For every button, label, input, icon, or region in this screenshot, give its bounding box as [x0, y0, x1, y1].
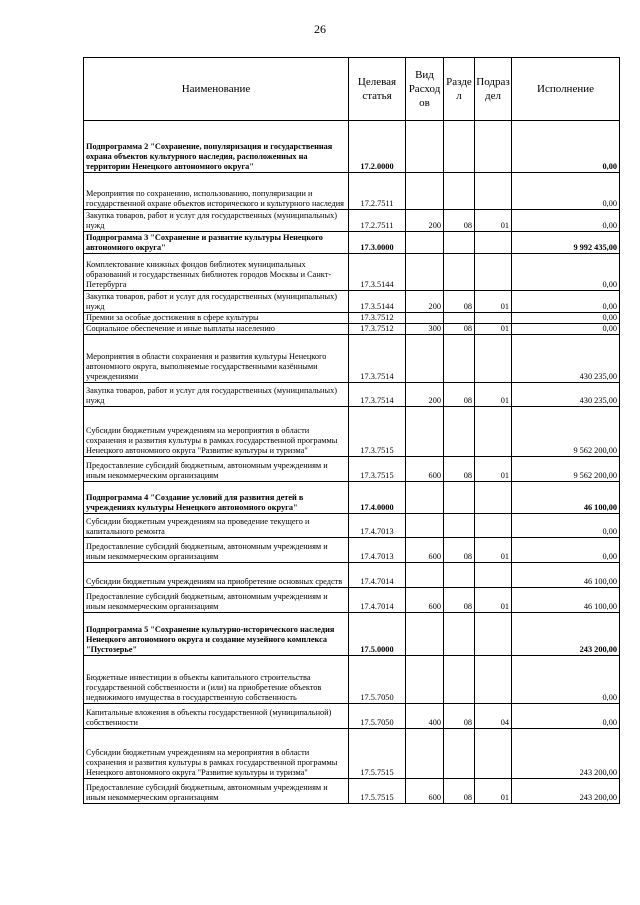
table-row: [84, 656, 620, 704]
row-subsection-cell: 01: [475, 210, 512, 232]
row-target-item-cell: 17.5.0000: [349, 613, 406, 656]
row-subsection-cell: [475, 254, 512, 291]
row-subsection-cell: [475, 563, 512, 588]
row-name-cell: Предоставление субсидий бюджетным, автономным учреждениям и иным некоммерческим организациям: [84, 779, 349, 804]
row-subsection-cell: [475, 313, 512, 324]
row-expense-type-cell: 200: [406, 383, 444, 407]
row-target-item-cell: 17.3.0000: [349, 232, 406, 254]
row-subsection-cell: [475, 729, 512, 779]
row-name-cell: Предоставление субсидий бюджетным, автономным учреждениям и иным некоммерческим организациям: [84, 538, 349, 563]
table-row: [84, 324, 620, 335]
table-row: [84, 779, 620, 804]
row-amount-cell: 243 200,00: [512, 779, 620, 804]
page-number: 26: [314, 22, 326, 36]
row-amount-cell: 46 100,00: [512, 563, 620, 588]
row-target-item-cell: 17.4.7014: [349, 563, 406, 588]
row-expense-type-cell: 600: [406, 779, 444, 804]
row-target-item-cell: 17.5.7050: [349, 704, 406, 729]
row-amount-cell: 0,00: [512, 538, 620, 563]
row-expense-type-cell: 400: [406, 704, 444, 729]
row-subsection-cell: [475, 335, 512, 383]
row-subsection-cell: [475, 482, 512, 514]
header-execution: Исполнение: [512, 58, 620, 121]
row-amount-cell: 0,00: [512, 514, 620, 538]
row-section-cell: 08: [444, 457, 475, 482]
header-expense-type: Вид Расход ов: [406, 58, 444, 121]
row-section-cell: 08: [444, 538, 475, 563]
row-amount-cell: 46 100,00: [512, 482, 620, 514]
row-expense-type-cell: [406, 563, 444, 588]
row-target-item-cell: 17.4.0000: [349, 482, 406, 514]
row-section-cell: [444, 254, 475, 291]
row-section-cell: 08: [444, 779, 475, 804]
row-amount-cell: 430 235,00: [512, 335, 620, 383]
row-target-item-cell: 17.3.7512: [349, 313, 406, 324]
row-subsection-cell: 01: [475, 383, 512, 407]
row-subsection-cell: 01: [475, 457, 512, 482]
row-expense-type-cell: [406, 656, 444, 704]
table-row: [84, 335, 620, 383]
row-target-item-cell: 17.3.7515: [349, 407, 406, 457]
row-name-cell: Комплектование книжных фондов библиотек муниципальных образований и государственных библиотек городов Москвы и Санкт-Петербурга: [84, 254, 349, 291]
row-amount-cell: 9 562 200,00: [512, 457, 620, 482]
subprogram-row: [84, 121, 620, 173]
row-expense-type-cell: 600: [406, 588, 444, 613]
table-row: [84, 291, 620, 313]
row-expense-type-cell: [406, 407, 444, 457]
table-row: [84, 704, 620, 729]
row-section-cell: [444, 482, 475, 514]
budget-table: [83, 57, 620, 804]
row-target-item-cell: 17.4.7014: [349, 588, 406, 613]
row-expense-type-cell: 600: [406, 457, 444, 482]
row-expense-type-cell: [406, 335, 444, 383]
row-subsection-cell: [475, 514, 512, 538]
header-target-item: Целевая статья: [349, 58, 406, 121]
row-expense-type-cell: [406, 613, 444, 656]
row-section-cell: [444, 514, 475, 538]
row-target-item-cell: 17.3.7514: [349, 383, 406, 407]
row-target-item-cell: 17.4.7013: [349, 538, 406, 563]
row-amount-cell: 9 992 435,00: [512, 232, 620, 254]
row-amount-cell: 9 562 200,00: [512, 407, 620, 457]
row-name-cell: Предоставление субсидий бюджетным, автономным учреждениям и иным некоммерческим организациям: [84, 457, 349, 482]
header-subsection: Подраз дел: [475, 58, 512, 121]
row-target-item-cell: 17.5.7050: [349, 656, 406, 704]
row-name-cell: Субсидии бюджетным учреждениям на приобретение основных средств: [84, 563, 349, 588]
row-amount-cell: 0,00: [512, 656, 620, 704]
row-name-cell: Закупка товаров, работ и услуг для государственных (муниципальных) нужд: [84, 291, 349, 313]
row-subsection-cell: [475, 613, 512, 656]
row-expense-type-cell: 600: [406, 538, 444, 563]
row-amount-cell: 243 200,00: [512, 729, 620, 779]
row-amount-cell: 46 100,00: [512, 588, 620, 613]
table-row: [84, 729, 620, 779]
row-name-cell: Бюджетные инвестиции в объекты капитального строительства государственной собственности и (или) на приобретение объектов недвижимого имущества в государственную собственность: [84, 656, 349, 704]
table-row: [84, 588, 620, 613]
row-name-cell: Премии за особые достижения в сфере культуры: [84, 313, 349, 324]
table-row: [84, 538, 620, 563]
row-expense-type-cell: [406, 514, 444, 538]
row-target-item-cell: 17.2.0000: [349, 121, 406, 173]
row-amount-cell: 0,00: [512, 313, 620, 324]
row-subsection-cell: [475, 407, 512, 457]
row-name-cell: Подпрограмма 3 "Сохранение и развитие культуры Ненецкого автономного округа": [84, 232, 349, 254]
row-name-cell: Закупка товаров, работ и услуг для государственных (муниципальных) нужд: [84, 210, 349, 232]
row-target-item-cell: 17.3.5144: [349, 254, 406, 291]
row-target-item-cell: 17.2.7511: [349, 173, 406, 210]
row-expense-type-cell: [406, 173, 444, 210]
row-subsection-cell: 01: [475, 291, 512, 313]
row-subsection-cell: 01: [475, 324, 512, 335]
row-subsection-cell: [475, 121, 512, 173]
row-expense-type-cell: 200: [406, 210, 444, 232]
row-section-cell: [444, 313, 475, 324]
table-header-row: [84, 58, 620, 121]
table-row: [84, 254, 620, 291]
table-row: [84, 173, 620, 210]
row-section-cell: [444, 335, 475, 383]
row-expense-type-cell: [406, 254, 444, 291]
table-row: [84, 313, 620, 324]
row-name-cell: Субсидии бюджетным учреждениям на мероприятия в области сохранения и развития культуры в рамках государственной программы Ненецкого автономного округа "Развитие культуры и туризма": [84, 407, 349, 457]
row-section-cell: [444, 613, 475, 656]
row-subsection-cell: [475, 173, 512, 210]
table-row: [84, 563, 620, 588]
row-section-cell: 08: [444, 383, 475, 407]
row-section-cell: 08: [444, 704, 475, 729]
row-section-cell: 08: [444, 588, 475, 613]
subprogram-row: [84, 613, 620, 656]
row-name-cell: Подпрограмма 2 "Сохранение, популяризация и государственная охрана объектов культурного наследия, расположенных на территории Ненецкого автономного округа": [84, 121, 349, 173]
row-section-cell: [444, 563, 475, 588]
row-amount-cell: 0,00: [512, 254, 620, 291]
row-subsection-cell: 01: [475, 779, 512, 804]
row-section-cell: 08: [444, 291, 475, 313]
row-subsection-cell: 01: [475, 588, 512, 613]
row-section-cell: [444, 407, 475, 457]
row-subsection-cell: 01: [475, 538, 512, 563]
row-subsection-cell: 04: [475, 704, 512, 729]
row-section-cell: 08: [444, 324, 475, 335]
row-name-cell: Подпрограмма 5 "Сохранение культурно-исторического наследия Ненецкого автономного округа и создание музейного комплекса "Пустозерье": [84, 613, 349, 656]
row-subsection-cell: [475, 656, 512, 704]
row-amount-cell: 0,00: [512, 121, 620, 173]
table-row: [84, 457, 620, 482]
row-target-item-cell: 17.3.5144: [349, 291, 406, 313]
row-name-cell: Мероприятия по сохранению, использованию, популяризации и государственной охране объектов исторического и культурного наследия: [84, 173, 349, 210]
row-amount-cell: 0,00: [512, 704, 620, 729]
row-section-cell: 08: [444, 210, 475, 232]
table-row: [84, 383, 620, 407]
row-name-cell: Социальное обеспечение и иные выплаты населению: [84, 324, 349, 335]
row-target-item-cell: 17.3.7515: [349, 457, 406, 482]
row-target-item-cell: 17.5.7515: [349, 779, 406, 804]
row-expense-type-cell: 300: [406, 324, 444, 335]
row-amount-cell: 0,00: [512, 173, 620, 210]
row-expense-type-cell: [406, 232, 444, 254]
row-name-cell: Капитальные вложения в объекты государственной (муниципальной) собственности: [84, 704, 349, 729]
row-expense-type-cell: [406, 482, 444, 514]
row-section-cell: [444, 121, 475, 173]
row-expense-type-cell: [406, 313, 444, 324]
row-amount-cell: 0,00: [512, 291, 620, 313]
row-amount-cell: 430 235,00: [512, 383, 620, 407]
row-amount-cell: 243 200,00: [512, 613, 620, 656]
header-section: Разде л: [444, 58, 475, 121]
row-amount-cell: 0,00: [512, 210, 620, 232]
row-name-cell: Предоставление субсидий бюджетным, автономным учреждениям и иным некоммерческим организациям: [84, 588, 349, 613]
row-section-cell: [444, 656, 475, 704]
row-amount-cell: 0,00: [512, 324, 620, 335]
row-expense-type-cell: [406, 121, 444, 173]
row-name-cell: Субсидии бюджетным учреждениям на мероприятия в области сохранения и развития культуры в рамках государственной программы Ненецкого автономного округа "Развитие культуры и туризма": [84, 729, 349, 779]
row-subsection-cell: [475, 232, 512, 254]
row-target-item-cell: 17.3.7512: [349, 324, 406, 335]
row-expense-type-cell: [406, 729, 444, 779]
row-target-item-cell: 17.2.7511: [349, 210, 406, 232]
row-section-cell: [444, 232, 475, 254]
subprogram-row: [84, 232, 620, 254]
subprogram-row: [84, 482, 620, 514]
table-row: [84, 407, 620, 457]
row-section-cell: [444, 173, 475, 210]
row-target-item-cell: 17.4.7013: [349, 514, 406, 538]
row-target-item-cell: 17.3.7514: [349, 335, 406, 383]
row-name-cell: Закупка товаров, работ и услуг для государственных (муниципальных) нужд: [84, 383, 349, 407]
row-expense-type-cell: 200: [406, 291, 444, 313]
row-target-item-cell: 17.5.7515: [349, 729, 406, 779]
row-name-cell: Подпрограмма 4 "Создание условий для развития детей в учреждениях культуры Ненецкого автономного округа": [84, 482, 349, 514]
row-name-cell: Субсидии бюджетным учреждениям на проведение текущего и капитального ремонта: [84, 514, 349, 538]
row-name-cell: Мероприятия в области сохранения и развития культуры Ненецкого автономного округа, выполняемые государственными казёнными учреждениями: [84, 335, 349, 383]
table-row: [84, 514, 620, 538]
header-name: Наименование: [84, 58, 349, 121]
table-row: [84, 210, 620, 232]
row-section-cell: [444, 729, 475, 779]
